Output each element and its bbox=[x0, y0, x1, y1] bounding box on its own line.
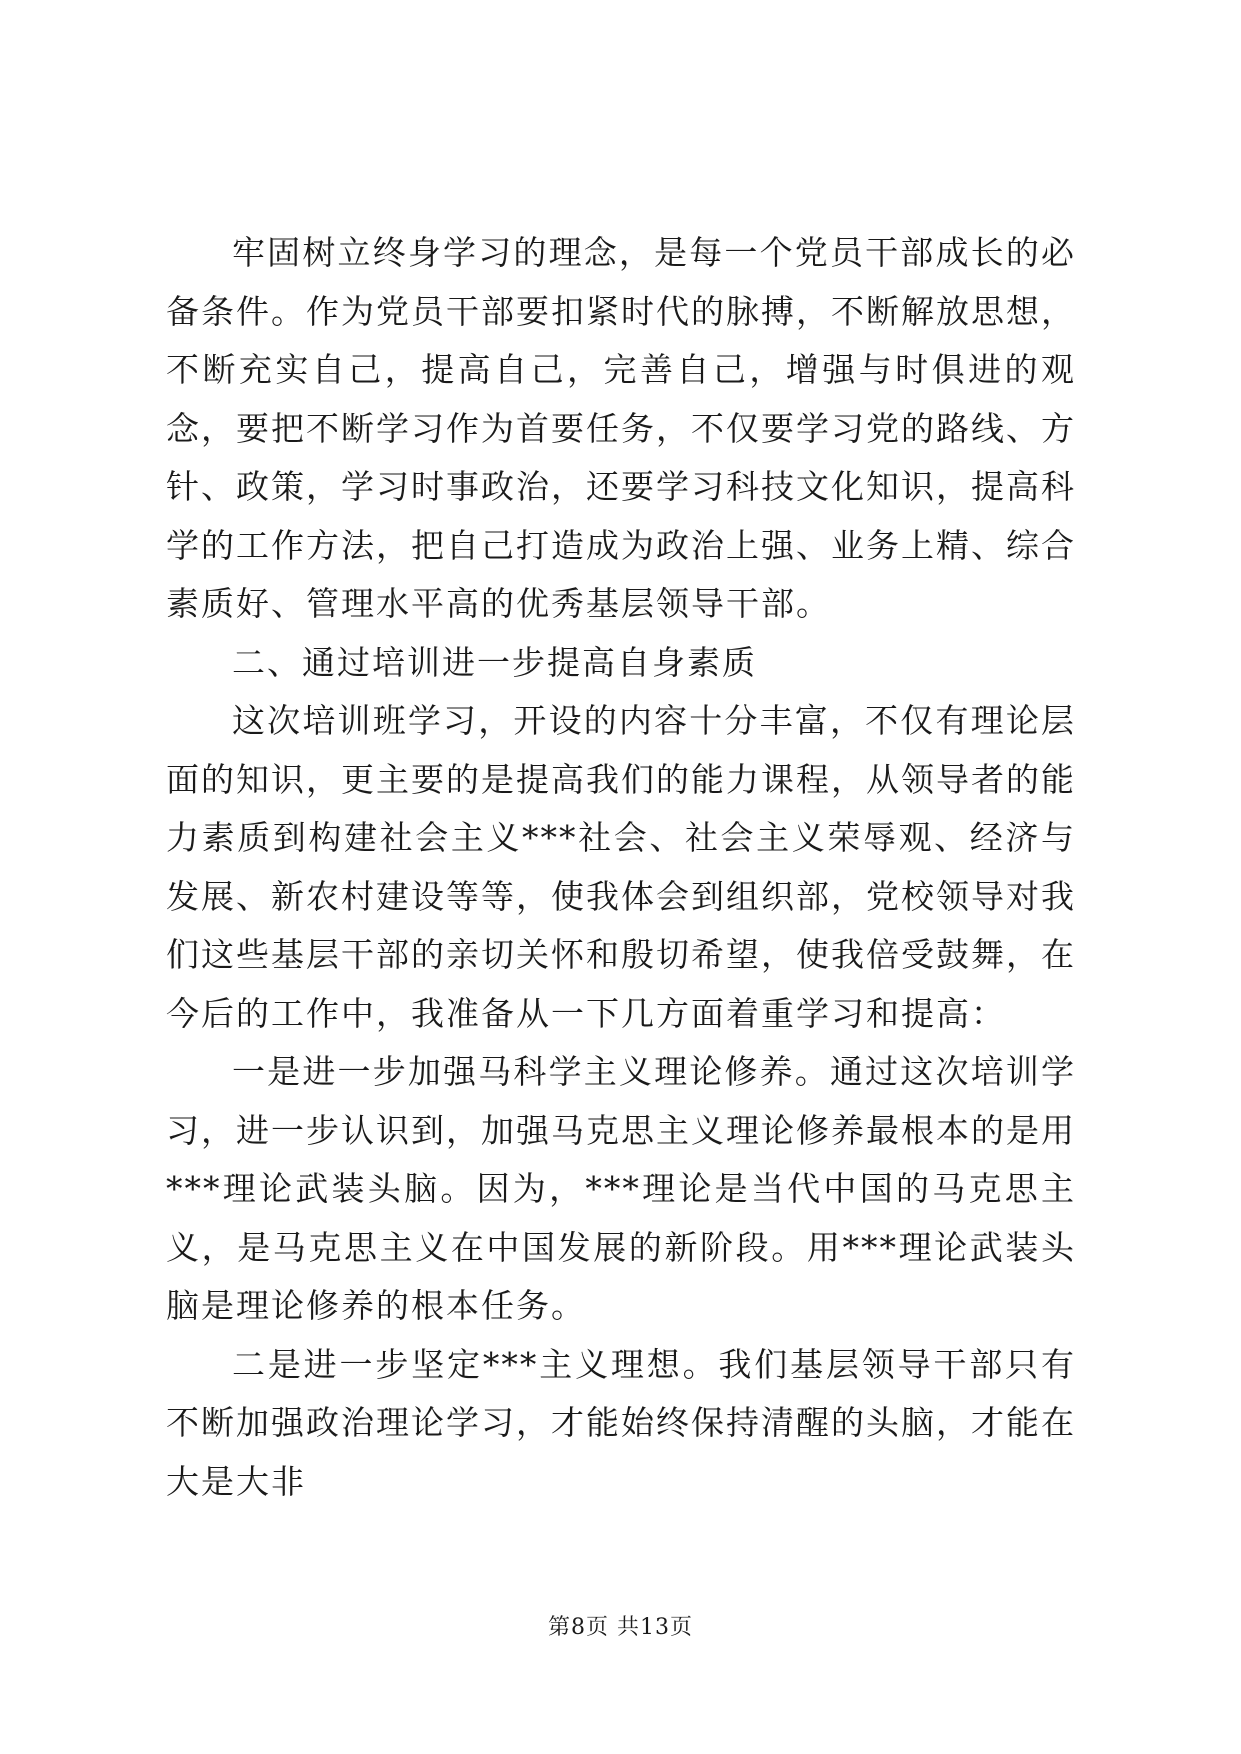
page-number-footer: 第8页 共13页 bbox=[548, 1615, 693, 1640]
section-heading-training: 二、通过培训进一步提高自身素质 bbox=[232, 642, 757, 682]
paragraph-lifelong-learning: 牢固树立终身学习的理念，是每一个党员干部成长的必备条件。作为党员干部要扣紧时代的脉搏，不断解放思想，不断充实自己，提高自己，完善自己，增强与时俱进的观念，要把不断学习作为首要任务，不仅要学习党的路线、方针、政策，学习时事政治，还要学习科技文化知识，提高科学的工作方法，把自己打造成为政治上强、业务上精、综合素质好、管理水平高的优秀基层领导干部。 bbox=[166, 233, 1076, 623]
document-body bbox=[166, 224, 1076, 1511]
paragraph-training-content: 这次培训班学习，开设的内容十分丰富，不仅有理论层面的知识，更主要的是提高我们的能力课程，从领导者的能力素质到构建社会主义***社会、社会主义荣辱观、经济与发展、新农村建设等等，使我体会到组织部，党校领导对我们这些基层干部的亲切关怀和殷切希望，使我倍受鼓舞，在今后的工作中，我准备从一下几方面着重学习和提高： bbox=[166, 701, 1076, 1033]
paragraph-ideals: 二是进一步坚定***主义理想。我们基层领导干部只有不断加强政治理论学习，才能始终保持清醒的头脑，才能在大是大非 bbox=[166, 1344, 1076, 1501]
paragraph-theory-cultivation: 一是进一步加强马科学主义理论修养。通过这次培训学习，进一步认识到，加强马克思主义理论修养最根本的是用***理论武装头脑。因为，***理论是当代中国的马克思主义，是马克思主义在中国发展的新阶段。用***理论武装头脑是理论修养的根本任务。 bbox=[166, 1052, 1076, 1325]
